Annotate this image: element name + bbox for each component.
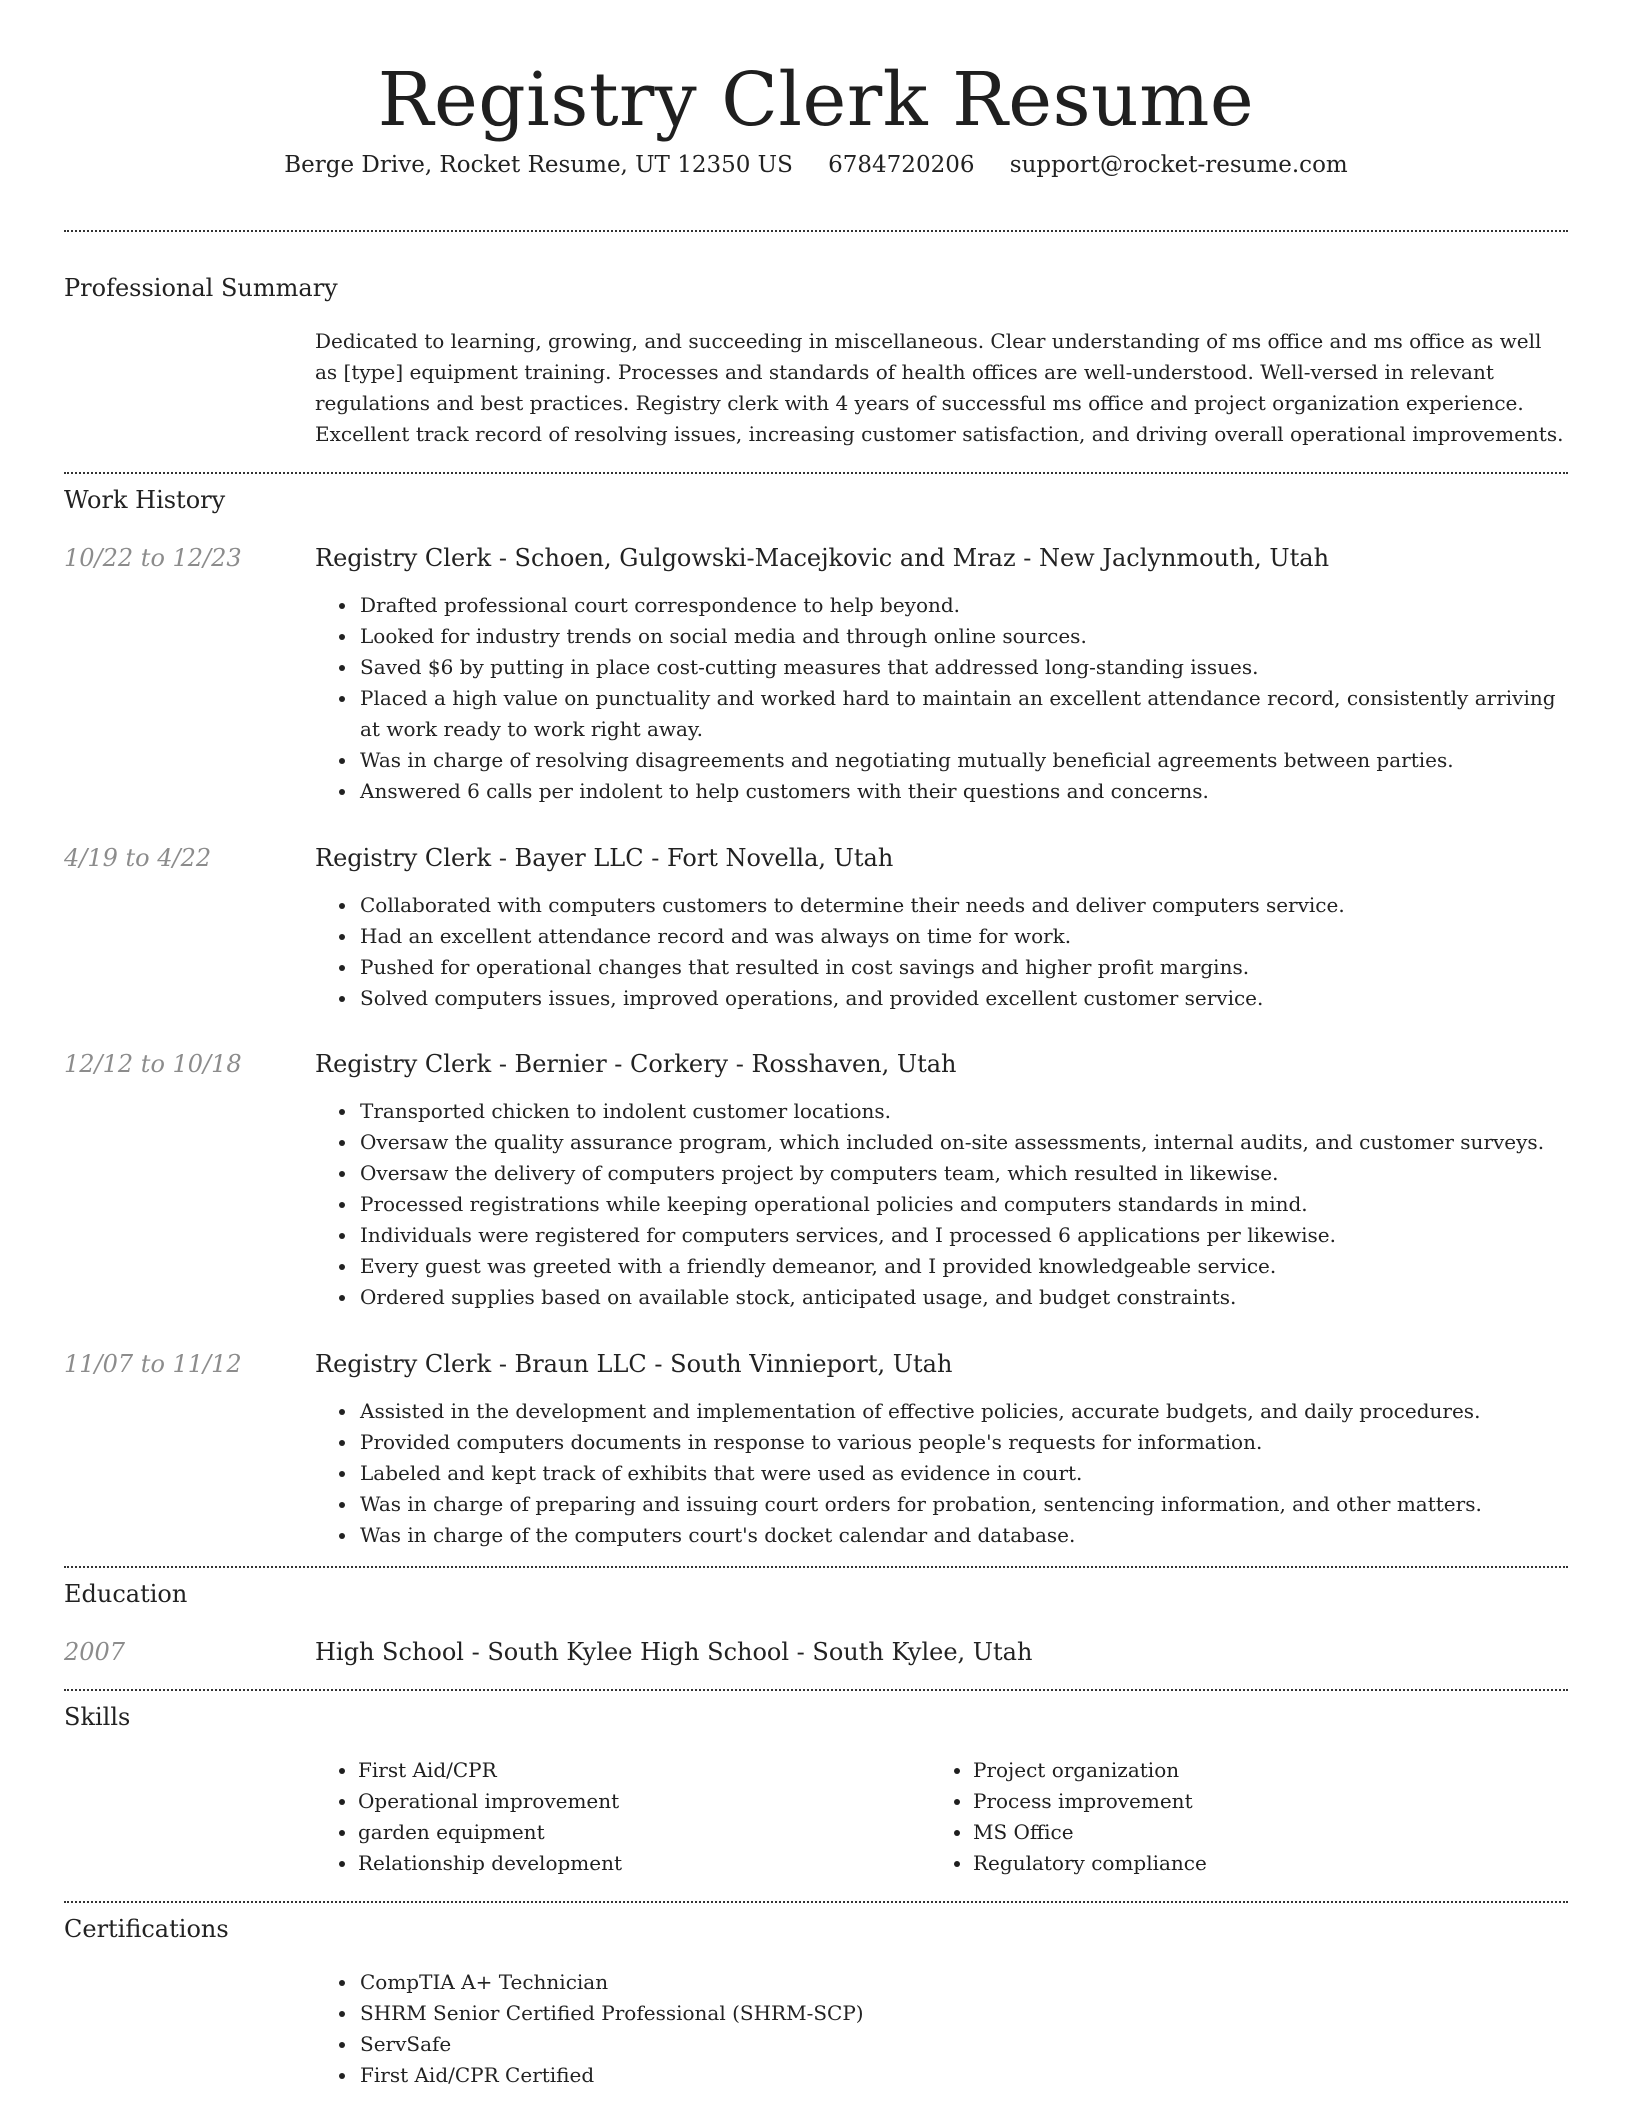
list-item: • Was in charge of resolving disagreements and negotiating mutually beneficial agreements between parties.	[358, 745, 1558, 776]
list-item: • ServSafe	[358, 2029, 1558, 2060]
education-section	[64, 1568, 1568, 1689]
job-entry	[64, 1048, 1568, 1348]
contact-phone: 6784720206	[828, 152, 975, 178]
skills-column-left	[315, 1755, 930, 1879]
list-item: • Looked for industry trends on social media and through online sources.	[358, 621, 1558, 652]
list-item: • Ordered supplies based on available stock, anticipated usage, and budget constraints.	[358, 1282, 1558, 1313]
education-title: High School - South Kylee High School - South Kylee, Utah	[315, 1638, 1033, 1666]
contact-address: Berge Drive, Rocket Resume, UT 12350 US	[284, 152, 793, 178]
list-item: • Placed a high value on punctuality and worked hard to maintain an excellent attendance record, consistently arriving at work ready to work right away.	[358, 683, 1558, 745]
list-item: • Process improvement	[973, 1786, 1545, 1817]
section-heading-work: Work History	[64, 486, 226, 514]
list-item: • Saved $6 by putting in place cost-cutting measures that addressed long-standing issues.	[358, 652, 1558, 683]
list-item: • Every guest was greeted with a friendly demeanor, and I provided knowledgeable service.	[358, 1251, 1558, 1282]
job-dates: 11/07 to 11/12	[64, 1350, 242, 1378]
list-item: • Operational improvement	[358, 1786, 930, 1817]
job-bullets	[358, 590, 1568, 807]
job-dates: 10/22 to 12/23	[64, 544, 242, 572]
education-entry	[64, 1636, 1568, 1668]
job-entry	[64, 842, 1568, 1048]
list-item: • First Aid/CPR Certified	[358, 2060, 1558, 2091]
skills-grid	[315, 1755, 1568, 1879]
list-item: • Transported chicken to indolent customer locations.	[358, 1096, 1558, 1127]
job-title: Registry Clerk - Schoen, Gulgowski-Macejkovic and Mraz - New Jaclynmouth, Utah	[315, 544, 1330, 572]
summary-section	[64, 232, 1568, 472]
job-dates: 12/12 to 10/18	[64, 1050, 242, 1078]
work-history-section	[64, 474, 1568, 1566]
list-item: • Pushed for operational changes that resulted in cost savings and higher profit margins.	[358, 952, 1558, 983]
section-heading-summary: Professional Summary	[64, 274, 338, 302]
certifications-section	[64, 1903, 1568, 2091]
list-item: • Solved computers issues, improved operations, and provided excellent customer service.	[358, 983, 1558, 1014]
list-item: • Oversaw the delivery of computers project by computers team, which resulted in likewise.	[358, 1158, 1558, 1189]
job-title: Registry Clerk - Braun LLC - South Vinnieport, Utah	[315, 1350, 953, 1378]
list-item: • garden equipment	[358, 1817, 930, 1848]
skills-section	[64, 1691, 1568, 1901]
list-item: • Project organization	[973, 1755, 1545, 1786]
list-item: • Individuals were registered for computers services, and I processed 6 applications per likewise.	[358, 1220, 1558, 1251]
job-dates: 4/19 to 4/22	[64, 844, 212, 872]
list-item: • Regulatory compliance	[973, 1848, 1545, 1879]
list-item: • Relationship development	[358, 1848, 930, 1879]
job-entry	[64, 1348, 1568, 1558]
job-entry	[64, 542, 1568, 842]
job-bullets	[358, 1096, 1568, 1313]
list-item: • CompTIA A+ Technician	[358, 1967, 1558, 1998]
list-item: • Drafted professional court correspondence to help beyond.	[358, 590, 1558, 621]
list-item: • Was in charge of preparing and issuing court orders for probation, sentencing information, and other matters.	[358, 1489, 1558, 1520]
job-title: Registry Clerk - Bayer LLC - Fort Novella, Utah	[315, 844, 894, 872]
education-year: 2007	[64, 1638, 126, 1666]
list-item: • Labeled and kept track of exhibits that were used as evidence in court.	[358, 1458, 1558, 1489]
list-item: • Collaborated with computers customers to determine their needs and deliver computers service.	[358, 890, 1558, 921]
list-item: • Provided computers documents in response to various people's requests for information.	[358, 1427, 1558, 1458]
contact-email: support@rocket-resume.com	[1009, 152, 1348, 178]
certifications-list	[358, 1967, 1568, 2091]
list-item: • Answered 6 calls per indolent to help customers with their questions and concerns.	[358, 776, 1558, 807]
list-item: • Oversaw the quality assurance program, which included on-site assessments, internal audits, and customer surveys.	[358, 1127, 1558, 1158]
resume-page	[64, 0, 1568, 2091]
list-item: • Was in charge of the computers court's docket calendar and database.	[358, 1520, 1558, 1551]
section-heading-certifications: Certifications	[64, 1915, 229, 1943]
skills-column-right	[930, 1755, 1545, 1879]
list-item: • Processed registrations while keeping operational policies and computers standards in mind.	[358, 1189, 1558, 1220]
list-item: • Had an excellent attendance record and was always on time for work.	[358, 921, 1558, 952]
contact-line	[64, 150, 1568, 230]
job-bullets	[358, 1396, 1568, 1551]
list-item: • First Aid/CPR	[358, 1755, 930, 1786]
list-item: • SHRM Senior Certified Professional (SHRM-SCP)	[358, 1998, 1558, 2029]
summary-text: Dedicated to learning, growing, and succeeding in miscellaneous. Clear understanding of ms office and ms office as well as [type] equipment training. Processes and standards of health offices are well-understood. Well-versed in relevant regulations and best practices. Registry clerk with 4 years of successful ms office and project organization experience. Excellent track record of resolving issues, increasing customer satisfaction, and driving overall operational improvements.	[315, 329, 1564, 446]
section-heading-skills: Skills	[64, 1703, 131, 1731]
section-heading-education: Education	[64, 1580, 188, 1608]
job-bullets	[358, 890, 1568, 1014]
page-title: Registry Clerk Resume	[377, 57, 1255, 143]
list-item: • Assisted in the development and implementation of effective policies, accurate budgets, and daily procedures.	[358, 1396, 1558, 1427]
job-title: Registry Clerk - Bernier - Corkery - Rosshaven, Utah	[315, 1050, 957, 1078]
list-item: • MS Office	[973, 1817, 1545, 1848]
